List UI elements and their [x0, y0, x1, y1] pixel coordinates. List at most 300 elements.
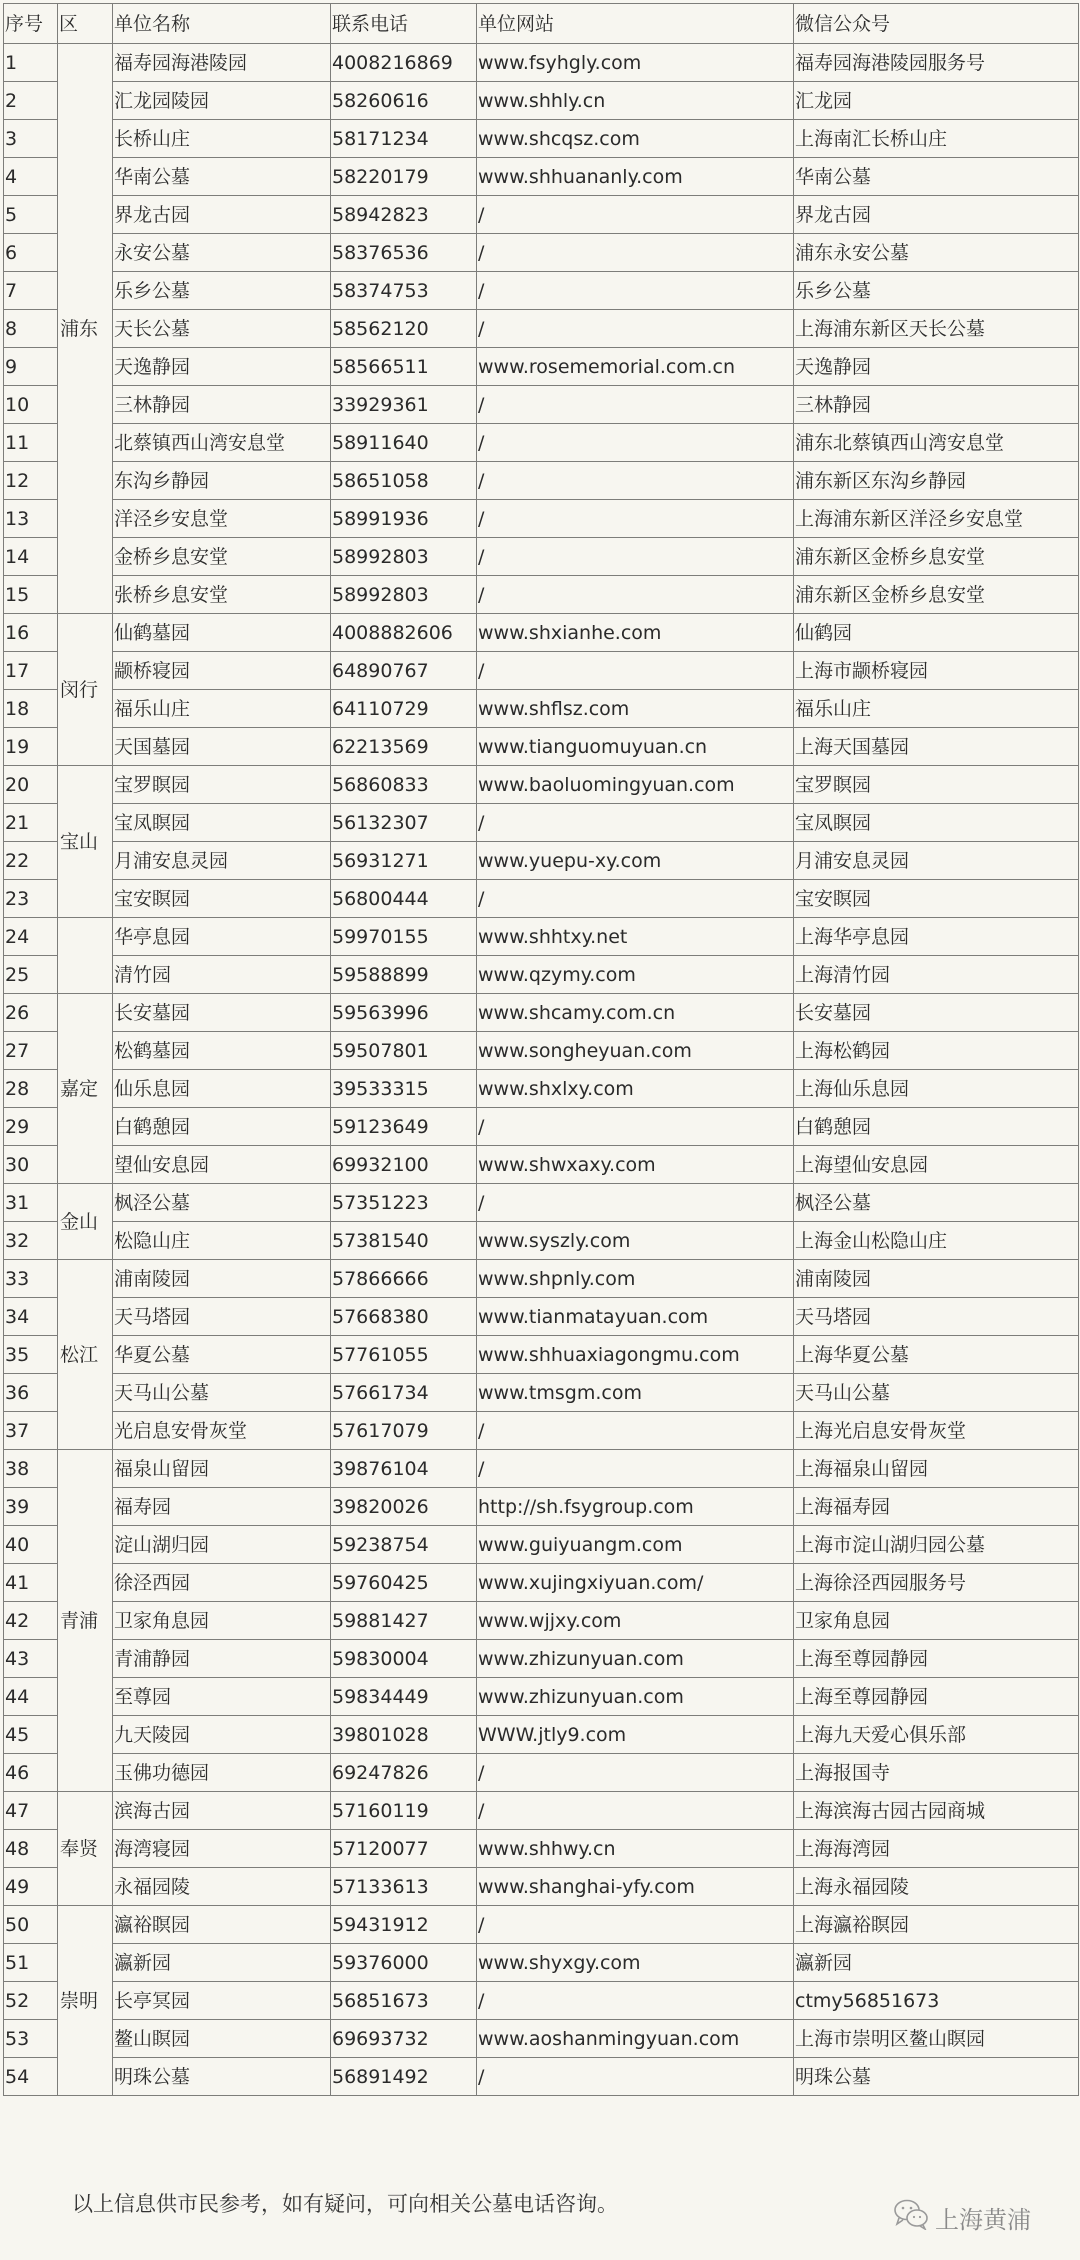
cemetery-name: 福寿园: [113, 1488, 331, 1526]
wechat-account: 宝安瞑园: [794, 880, 1079, 918]
cemetery-name: 天逸静园: [113, 348, 331, 386]
website: /: [477, 1450, 794, 1488]
table-row: [4, 196, 1079, 234]
row-number: 49: [4, 1868, 58, 1906]
table-row: [4, 1602, 1079, 1640]
district-cell: 浦东: [58, 44, 113, 614]
table-row: [4, 1336, 1079, 1374]
website: /: [477, 272, 794, 310]
phone-number: 57668380: [331, 1298, 477, 1336]
phone-number: 59588899: [331, 956, 477, 994]
phone-number: 58911640: [331, 424, 477, 462]
cemetery-name: 松鹤墓园: [113, 1032, 331, 1070]
table-row: [4, 1678, 1079, 1716]
table-row: [4, 120, 1079, 158]
cemetery-name: 东沟乡静园: [113, 462, 331, 500]
phone-number: 59830004: [331, 1640, 477, 1678]
cemetery-name: 松隐山庄: [113, 1222, 331, 1260]
wechat-account: 上海九天爱心俱乐部: [794, 1716, 1079, 1754]
district-cell: 松江: [58, 1260, 113, 1450]
wechat-account: 福寿园海港陵园服务号: [794, 44, 1079, 82]
row-number: 32: [4, 1222, 58, 1260]
row-number: 39: [4, 1488, 58, 1526]
cemetery-name: 张桥乡息安堂: [113, 576, 331, 614]
phone-number: 57133613: [331, 1868, 477, 1906]
table-row: [4, 1792, 1079, 1830]
website: /: [477, 1792, 794, 1830]
table-row: [4, 1754, 1079, 1792]
row-number: 28: [4, 1070, 58, 1108]
phone-number: 57120077: [331, 1830, 477, 1868]
website: /: [477, 880, 794, 918]
phone-number: 58942823: [331, 196, 477, 234]
cemetery-name: 永福园陵: [113, 1868, 331, 1906]
cemetery-name: 浦南陵园: [113, 1260, 331, 1298]
wechat-account: 浦东新区金桥乡息安堂: [794, 576, 1079, 614]
cemetery-name: 宝罗瞑园: [113, 766, 331, 804]
phone-number: 33929361: [331, 386, 477, 424]
row-number: 13: [4, 500, 58, 538]
website: www.baoluomingyuan.com: [477, 766, 794, 804]
website: /: [477, 576, 794, 614]
wechat-account: 宝凤瞑园: [794, 804, 1079, 842]
phone-number: 58992803: [331, 538, 477, 576]
website: www.yuepu-xy.com: [477, 842, 794, 880]
row-number: 1: [4, 44, 58, 82]
table-row: [4, 44, 1079, 82]
row-number: 43: [4, 1640, 58, 1678]
wechat-account: 上海至尊园静园: [794, 1678, 1079, 1716]
table-row: [4, 1070, 1079, 1108]
cemetery-name: 天长公墓: [113, 310, 331, 348]
phone-number: 56931271: [331, 842, 477, 880]
table-row: [4, 462, 1079, 500]
website: WWW.jtly9.com: [477, 1716, 794, 1754]
cemetery-directory-table: [3, 3, 1079, 2096]
website: www.qzymy.com: [477, 956, 794, 994]
row-number: 51: [4, 1944, 58, 1982]
phone-number: 59123649: [331, 1108, 477, 1146]
cemetery-name: 永安公墓: [113, 234, 331, 272]
website: www.tmsgm.com: [477, 1374, 794, 1412]
table-row: [4, 1982, 1079, 2020]
table-row: [4, 1564, 1079, 1602]
table-row: [4, 880, 1079, 918]
cemetery-name: 仙鹤墓园: [113, 614, 331, 652]
table-row: [4, 1108, 1079, 1146]
wechat-icon: [893, 2198, 929, 2236]
website: /: [477, 1906, 794, 1944]
phone-number: 62213569: [331, 728, 477, 766]
wechat-account: 月浦安息灵园: [794, 842, 1079, 880]
row-number: 16: [4, 614, 58, 652]
cemetery-name: 枫泾公墓: [113, 1184, 331, 1222]
cemetery-name: 鳌山瞑园: [113, 2020, 331, 2058]
table-row: [4, 158, 1079, 196]
phone-number: 57661734: [331, 1374, 477, 1412]
table-row: [4, 424, 1079, 462]
row-number: 7: [4, 272, 58, 310]
phone-number: 59507801: [331, 1032, 477, 1070]
wechat-account: 上海海湾园: [794, 1830, 1079, 1868]
cemetery-name: 颛桥寝园: [113, 652, 331, 690]
row-number: 23: [4, 880, 58, 918]
website: www.rosememorial.com.cn: [477, 348, 794, 386]
wechat-account: 上海南汇长桥山庄: [794, 120, 1079, 158]
website: /: [477, 500, 794, 538]
phone-number: 4008882606: [331, 614, 477, 652]
row-number: 17: [4, 652, 58, 690]
phone-number: 58992803: [331, 576, 477, 614]
phone-number: 56860833: [331, 766, 477, 804]
table-row: [4, 804, 1079, 842]
phone-number: 56891492: [331, 2058, 477, 2096]
row-number: 26: [4, 994, 58, 1032]
phone-number: 58991936: [331, 500, 477, 538]
phone-number: 69247826: [331, 1754, 477, 1792]
website: www.shhuaxiagongmu.com: [477, 1336, 794, 1374]
row-number: 52: [4, 1982, 58, 2020]
table-row: [4, 1450, 1079, 1488]
phone-number: 58651058: [331, 462, 477, 500]
header-wechat: 微信公众号: [794, 4, 1079, 44]
cemetery-name: 界龙古园: [113, 196, 331, 234]
row-number: 31: [4, 1184, 58, 1222]
table-row: [4, 1716, 1079, 1754]
cemetery-name: 长桥山庄: [113, 120, 331, 158]
website: /: [477, 234, 794, 272]
wechat-account: 上海福泉山留园: [794, 1450, 1079, 1488]
wechat-account: 上海永福园陵: [794, 1868, 1079, 1906]
row-number: 54: [4, 2058, 58, 2096]
website: /: [477, 2058, 794, 2096]
district-cell: 青浦: [58, 1450, 113, 1792]
district-cell: 奉贤: [58, 1792, 113, 1906]
cemetery-name: 华夏公墓: [113, 1336, 331, 1374]
wechat-account: 上海福寿园: [794, 1488, 1079, 1526]
wechat-account: 福乐山庄: [794, 690, 1079, 728]
website: /: [477, 1108, 794, 1146]
table-row: [4, 1944, 1079, 1982]
table-row: [4, 2020, 1079, 2058]
wechat-account: 上海浦东新区天长公墓: [794, 310, 1079, 348]
wechat-account: 长安墓园: [794, 994, 1079, 1032]
table-row: [4, 1868, 1079, 1906]
phone-number: 39801028: [331, 1716, 477, 1754]
wechat-account: 上海市崇明区鳌山瞑园: [794, 2020, 1079, 2058]
row-number: 27: [4, 1032, 58, 1070]
row-number: 19: [4, 728, 58, 766]
cemetery-name: 瀛新园: [113, 1944, 331, 1982]
row-number: 12: [4, 462, 58, 500]
table-row: [4, 1298, 1079, 1336]
cemetery-name: 三林静园: [113, 386, 331, 424]
cemetery-name: 光启息安骨灰堂: [113, 1412, 331, 1450]
website: www.tianmatayuan.com: [477, 1298, 794, 1336]
cemetery-name: 卫家角息园: [113, 1602, 331, 1640]
wechat-account: 界龙古园: [794, 196, 1079, 234]
wechat-account: 华南公墓: [794, 158, 1079, 196]
cemetery-name: 月浦安息灵园: [113, 842, 331, 880]
table-row: [4, 310, 1079, 348]
wechat-account: 瀛新园: [794, 1944, 1079, 1982]
cemetery-name: 乐乡公墓: [113, 272, 331, 310]
phone-number: 57761055: [331, 1336, 477, 1374]
row-number: 46: [4, 1754, 58, 1792]
cemetery-name: 长安墓园: [113, 994, 331, 1032]
row-number: 33: [4, 1260, 58, 1298]
table-row: [4, 690, 1079, 728]
row-number: 29: [4, 1108, 58, 1146]
cemetery-name: 宝安瞑园: [113, 880, 331, 918]
table-row: [4, 500, 1079, 538]
website: www.shcqsz.com: [477, 120, 794, 158]
row-number: 53: [4, 2020, 58, 2058]
website: www.shyxgy.com: [477, 1944, 794, 1982]
table-row: [4, 1184, 1079, 1222]
cemetery-name: 福泉山留园: [113, 1450, 331, 1488]
table-row: [4, 728, 1079, 766]
wechat-account: 上海望仙安息园: [794, 1146, 1079, 1184]
table-row: [4, 1146, 1079, 1184]
wechat-account: 上海市颛桥寝园: [794, 652, 1079, 690]
wechat-account: 宝罗瞑园: [794, 766, 1079, 804]
phone-number: 58376536: [331, 234, 477, 272]
wechat-account: 上海金山松隐山庄: [794, 1222, 1079, 1260]
wechat-account: 卫家角息园: [794, 1602, 1079, 1640]
website: www.syszly.com: [477, 1222, 794, 1260]
table-row: [4, 1526, 1079, 1564]
wechat-account: ctmy56851673: [794, 1982, 1079, 2020]
website: /: [477, 1412, 794, 1450]
table-row: [4, 272, 1079, 310]
cemetery-name: 九天陵园: [113, 1716, 331, 1754]
table-row: [4, 2058, 1079, 2096]
phone-number: 59881427: [331, 1602, 477, 1640]
row-number: 45: [4, 1716, 58, 1754]
header-district: 区: [58, 4, 113, 44]
website: /: [477, 424, 794, 462]
phone-number: 58260616: [331, 82, 477, 120]
website: www.shxlxy.com: [477, 1070, 794, 1108]
row-number: 2: [4, 82, 58, 120]
row-number: 21: [4, 804, 58, 842]
wechat-account: 上海清竹园: [794, 956, 1079, 994]
wechat-account: 浦东新区金桥乡息安堂: [794, 538, 1079, 576]
wechat-account: 上海瀛裕瞑园: [794, 1906, 1079, 1944]
table-body: [4, 44, 1079, 2096]
brand-name: 上海黄浦: [935, 2205, 1031, 2234]
row-number: 25: [4, 956, 58, 994]
cemetery-name: 仙乐息园: [113, 1070, 331, 1108]
cemetery-name: 望仙安息园: [113, 1146, 331, 1184]
row-number: 8: [4, 310, 58, 348]
wechat-account: 上海报国寺: [794, 1754, 1079, 1792]
cemetery-name: 青浦静园: [113, 1640, 331, 1678]
phone-number: 58220179: [331, 158, 477, 196]
wechat-account: 乐乡公墓: [794, 272, 1079, 310]
wechat-account: 枫泾公墓: [794, 1184, 1079, 1222]
row-number: 44: [4, 1678, 58, 1716]
wechat-account: 上海仙乐息园: [794, 1070, 1079, 1108]
phone-number: 59970155: [331, 918, 477, 956]
website: www.shxianhe.com: [477, 614, 794, 652]
website: www.shhwy.cn: [477, 1830, 794, 1868]
website: www.shflsz.com: [477, 690, 794, 728]
cemetery-name: 北蔡镇西山湾安息堂: [113, 424, 331, 462]
cemetery-name: 海湾寝园: [113, 1830, 331, 1868]
website: www.zhizunyuan.com: [477, 1640, 794, 1678]
cemetery-name: 天马山公墓: [113, 1374, 331, 1412]
table-row: [4, 1374, 1079, 1412]
website: www.songheyuan.com: [477, 1032, 794, 1070]
table-row: [4, 82, 1079, 120]
cemetery-name: 福寿园海港陵园: [113, 44, 331, 82]
phone-number: 69693732: [331, 2020, 477, 2058]
row-number: 42: [4, 1602, 58, 1640]
table-row: [4, 994, 1079, 1032]
wechat-account: 上海浦东新区洋泾乡安息堂: [794, 500, 1079, 538]
row-number: 35: [4, 1336, 58, 1374]
cemetery-name: 滨海古园: [113, 1792, 331, 1830]
wechat-account: 白鹤憩园: [794, 1108, 1079, 1146]
website: /: [477, 310, 794, 348]
phone-number: 58374753: [331, 272, 477, 310]
wechat-account: 三林静园: [794, 386, 1079, 424]
wechat-account: 浦东新区东沟乡静园: [794, 462, 1079, 500]
website: www.wjjxy.com: [477, 1602, 794, 1640]
website: /: [477, 1184, 794, 1222]
website: www.guiyuangm.com: [477, 1526, 794, 1564]
row-number: 37: [4, 1412, 58, 1450]
wechat-account: 仙鹤园: [794, 614, 1079, 652]
wechat-account: 明珠公墓: [794, 2058, 1079, 2096]
table-row: [4, 576, 1079, 614]
cemetery-name: 华南公墓: [113, 158, 331, 196]
district-cell: 闵行: [58, 614, 113, 766]
wechat-account: 上海至尊园静园: [794, 1640, 1079, 1678]
phone-number: 59376000: [331, 1944, 477, 1982]
wechat-account: 汇龙园: [794, 82, 1079, 120]
wechat-account: 浦东北蔡镇西山湾安息堂: [794, 424, 1079, 462]
phone-number: 57866666: [331, 1260, 477, 1298]
row-number: 50: [4, 1906, 58, 1944]
wechat-account: 上海光启息安骨灰堂: [794, 1412, 1079, 1450]
cemetery-name: 明珠公墓: [113, 2058, 331, 2096]
website: www.shanghai-yfy.com: [477, 1868, 794, 1906]
phone-number: 56132307: [331, 804, 477, 842]
row-number: 22: [4, 842, 58, 880]
wechat-account: 天马塔园: [794, 1298, 1079, 1336]
phone-number: 56851673: [331, 1982, 477, 2020]
table-header-row: [4, 4, 1079, 44]
row-number: 20: [4, 766, 58, 804]
wechat-account: 上海华夏公墓: [794, 1336, 1079, 1374]
row-number: 30: [4, 1146, 58, 1184]
row-number: 9: [4, 348, 58, 386]
phone-number: 64110729: [331, 690, 477, 728]
website: www.shhtxy.net: [477, 918, 794, 956]
phone-number: 59760425: [331, 1564, 477, 1602]
table-row: [4, 1640, 1079, 1678]
brand-watermark: [893, 2198, 1031, 2236]
wechat-account: 上海松鹤园: [794, 1032, 1079, 1070]
row-number: 18: [4, 690, 58, 728]
phone-number: 58562120: [331, 310, 477, 348]
cemetery-name: 长亭冥园: [113, 1982, 331, 2020]
website: /: [477, 386, 794, 424]
row-number: 24: [4, 918, 58, 956]
cemetery-name: 洋泾乡安息堂: [113, 500, 331, 538]
district-cell: [58, 918, 113, 994]
table-row: [4, 1488, 1079, 1526]
cemetery-name: 清竹园: [113, 956, 331, 994]
phone-number: 57381540: [331, 1222, 477, 1260]
table-row: [4, 956, 1079, 994]
cemetery-name: 至尊园: [113, 1678, 331, 1716]
table-row: [4, 348, 1079, 386]
website: /: [477, 196, 794, 234]
cemetery-name: 金桥乡息安堂: [113, 538, 331, 576]
row-number: 4: [4, 158, 58, 196]
phone-number: 57617079: [331, 1412, 477, 1450]
phone-number: 69932100: [331, 1146, 477, 1184]
table-row: [4, 842, 1079, 880]
table-row: [4, 1222, 1079, 1260]
phone-number: 39820026: [331, 1488, 477, 1526]
cemetery-name: 汇龙园陵园: [113, 82, 331, 120]
row-number: 40: [4, 1526, 58, 1564]
district-cell: 宝山: [58, 766, 113, 918]
header-phone: 联系电话: [331, 4, 477, 44]
cemetery-name: 宝凤瞑园: [113, 804, 331, 842]
website: www.tianguomuyuan.cn: [477, 728, 794, 766]
phone-number: 58566511: [331, 348, 477, 386]
phone-number: 64890767: [331, 652, 477, 690]
wechat-account: 上海徐泾西园服务号: [794, 1564, 1079, 1602]
phone-number: 59431912: [331, 1906, 477, 1944]
phone-number: 57351223: [331, 1184, 477, 1222]
website: www.shcamy.com.cn: [477, 994, 794, 1032]
phone-number: 39876104: [331, 1450, 477, 1488]
phone-number: 58171234: [331, 120, 477, 158]
phone-number: 39533315: [331, 1070, 477, 1108]
website: www.fsyhgly.com: [477, 44, 794, 82]
table-row: [4, 1412, 1079, 1450]
phone-number: 4008216869: [331, 44, 477, 82]
wechat-account: 上海市淀山湖归园公墓: [794, 1526, 1079, 1564]
wechat-account: 上海华亭息园: [794, 918, 1079, 956]
row-number: 10: [4, 386, 58, 424]
table-row: [4, 1906, 1079, 1944]
header-name: 单位名称: [113, 4, 331, 44]
website: /: [477, 652, 794, 690]
header-website: 单位网站: [477, 4, 794, 44]
website: www.shhly.cn: [477, 82, 794, 120]
wechat-account: 上海滨海古园古园商城: [794, 1792, 1079, 1830]
table-row: [4, 766, 1079, 804]
table-row: [4, 234, 1079, 272]
phone-number: 56800444: [331, 880, 477, 918]
website: /: [477, 1982, 794, 2020]
table-row: [4, 918, 1079, 956]
district-cell: 金山: [58, 1184, 113, 1260]
wechat-account: 上海天国墓园: [794, 728, 1079, 766]
table-row: [4, 652, 1079, 690]
wechat-account: 浦南陵园: [794, 1260, 1079, 1298]
footer-note: 以上信息供市民参考，如有疑问，可向相关公墓电话咨询。: [72, 2192, 618, 2216]
website: /: [477, 538, 794, 576]
